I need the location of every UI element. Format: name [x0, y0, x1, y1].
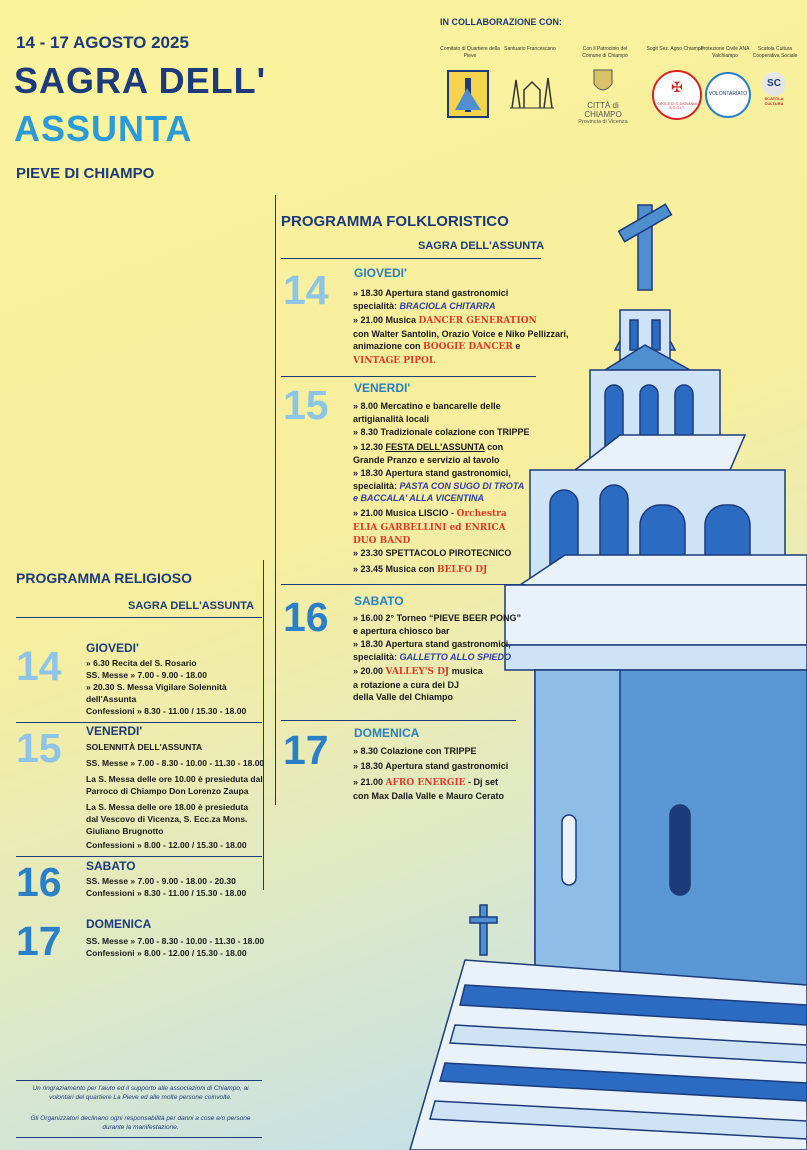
event-highlight: e BACCALA' ALLA VICENTINA: [353, 493, 484, 503]
chiampo-logo-text: CITTÀ di CHIAMPO: [584, 101, 622, 119]
event-text: » 21.00: [353, 777, 386, 787]
event-text: specialità:: [353, 300, 400, 311]
event-text: a rotazione a cura dei DJ: [353, 679, 460, 690]
partner-caption: Con il Patrocinio del Comune di Chiampo: [582, 46, 628, 59]
schedule-line: » 20.30 S. Messa Vigilare Solennità: [86, 682, 227, 692]
event-highlight: PASTA CON SUGO DI TROTA: [399, 480, 525, 491]
schedule-line: SOLENNITÀ DELL'ASSUNTA: [86, 742, 203, 752]
schedule-line: SS. Messe » 7.00 - 8.30 - 10.00 - 11.30 - 18.00: [86, 758, 265, 768]
event-highlight: BELFO DJ: [437, 565, 488, 575]
divider: [16, 856, 262, 857]
folk-16-event-3: [353, 665, 483, 704]
event-highlight: VINTAGE PIPOL: [353, 355, 436, 366]
religious-14-schedule: [86, 657, 246, 717]
event-text: con Max Dalla Valle e Mauro Cerato: [353, 790, 505, 801]
event-text: artigianalità locali: [353, 413, 430, 424]
religious-day-number: 14: [16, 643, 62, 689]
event-text: e: [512, 341, 521, 351]
event-dates: 14 - 17 AGOSTO 2025: [16, 33, 189, 52]
event-text: » 8.30 Tradizionale colazione con TRIPPE: [353, 427, 530, 437]
schedule-line: Parroco di Chiampo Don Lorenzo Zaupa: [86, 786, 249, 796]
event-text: » 18.30 Apertura stand gastronomici,: [353, 639, 511, 649]
event-text: » 12.30: [353, 442, 386, 452]
folk-day-label: VENERDI': [354, 381, 411, 395]
partner-caption: Scatola Cultura Cooperativa Sociale: [752, 46, 798, 59]
folk-16-event-1: [353, 612, 521, 637]
folk-15-event-3: [353, 441, 503, 466]
event-text: » 8.30 Colazione con TRIPPE: [353, 746, 477, 756]
title-line-2: ASSUNTA: [14, 108, 193, 149]
event-text: con: [484, 442, 504, 452]
folk-17-event-3: [353, 776, 504, 802]
schedule-line: dell'Assunta: [86, 694, 137, 704]
religious-program-title: PROGRAMMA RELIGIOSO: [16, 570, 193, 586]
folk-15-event-4: [353, 467, 524, 505]
religious-day-label: DOMENICA: [86, 917, 152, 931]
event-text: » 20.00: [353, 666, 386, 676]
sogit-logo-sub: S.O.G.I.T.: [669, 106, 685, 110]
disclaimer-note: [18, 1114, 263, 1132]
collab-title: IN COLLABORAZIONE CON:: [440, 17, 562, 27]
folk-day-number: 15: [283, 382, 329, 428]
event-highlight: DANCER GENERATION: [418, 316, 537, 326]
religious-day-number: 17: [16, 918, 62, 964]
sogit-logo-text: CROCE DI S. GIOVANNI: [657, 102, 697, 106]
title-line-1: SAGRA DELL': [14, 60, 267, 101]
event-text: » 21.00 Musica: [353, 315, 419, 325]
divider: [16, 1137, 262, 1138]
quartiere-pieve-logo: [447, 70, 489, 118]
chiampo-logo-sub: Provincia di Vicenza: [578, 119, 628, 125]
religious-program-subtitle: SAGRA DELL'ASSUNTA: [128, 600, 255, 612]
sogit-logo: [652, 70, 702, 120]
event-text: » 8.00 Mercatino e bancarelle delle: [353, 401, 501, 411]
schedule-line: SS. Messe » 7.00 - 9.00 - 18.00: [86, 670, 207, 680]
event-text: e apertura chiosco bar: [353, 625, 450, 636]
event-highlight: Orchestra: [456, 509, 507, 519]
folk-15-event-5: [353, 507, 507, 548]
event-text: » 23.30 SPETTACOLO PIROTECNICO: [353, 548, 512, 558]
scatola-logo-text: SCATOLA CULTURA: [764, 96, 784, 106]
santuario-logo: [510, 70, 554, 110]
schedule-line: Confessioni » 8.30 - 11.00 / 15.30 - 18.00: [86, 888, 247, 898]
divider: [281, 376, 536, 377]
folk-day-label: GIOVEDI': [354, 266, 407, 280]
folk-day-label: SABATO: [354, 594, 404, 608]
folk-day-number: 16: [283, 594, 329, 640]
religious-17-schedule: [86, 935, 264, 959]
religious-day-number: 15: [16, 725, 62, 771]
event-text: » 23.45 Musica con: [353, 564, 438, 574]
folk-day-number: 14: [283, 267, 329, 313]
divider: [281, 258, 541, 259]
schedule-line: dal Vescovo di Vicenza, S. Ecc.za Mons.: [86, 814, 248, 824]
event-highlight: FESTA DELL'ASSUNTA: [385, 442, 485, 452]
schedule-line: Confessioni » 8.30 - 11.00 / 15.30 - 18.00: [86, 706, 247, 716]
divider: [16, 1080, 262, 1081]
event-highlight: BOOGIE DANCER: [423, 342, 513, 352]
maltese-cross-icon: ✠: [671, 79, 683, 95]
schedule-line: Confessioni » 8.00 - 12.00 / 15.30 - 18.00: [86, 948, 247, 958]
disclaimer-line: durante la manifestazione.: [102, 1124, 179, 1131]
event-text: » 21.00 Musica LISCIO -: [353, 508, 457, 518]
event-highlight: GALLETTO ALLO SPIEDO: [399, 651, 512, 662]
schedule-line: SS. Messe » 7.00 - 8.30 - 10.00 - 11.30 - 18.00: [86, 936, 265, 946]
volontariato-logo-text: VOLONTARIATO: [708, 91, 748, 97]
event-text: » 18.30 Apertura stand gastronomici: [353, 288, 509, 298]
divider: [16, 722, 262, 723]
partner-caption: Comitato di Quartiere della Pieve: [440, 46, 500, 59]
event-highlight: DUO BAND: [353, 536, 411, 546]
religious-16-schedule: [86, 875, 246, 899]
event-text: con Walter Santolin, Orazio Voice e Niko Pellizzari,: [353, 328, 569, 339]
religious-day-number: 16: [16, 859, 62, 905]
schedule-line: La S. Messa delle ore 18.00 è presieduta: [86, 802, 249, 812]
folk-14-event-1: [353, 287, 508, 312]
thanks-line: volontari del quartiere La Pieve ed alle molte persone coinvolte.: [49, 1094, 232, 1101]
event-highlight: BRACIOLA CHITARRA: [399, 300, 496, 311]
schedule-line: » 6.30 Recita del S. Rosario: [86, 658, 197, 668]
religious-day-label: SABATO: [86, 859, 136, 873]
sc-badge-icon: SC: [762, 72, 786, 96]
thanks-line: Un ringraziamento per l'aiuto ed il supporto alle associazioni di Chiampo, ai: [32, 1085, 249, 1092]
folk-day-number: 17: [283, 727, 329, 773]
schedule-line: Confessioni » 8.00 - 12.00 / 15.30 - 18.00: [86, 840, 247, 850]
partner-caption: Protezione Civile ANA Valchiampo: [700, 46, 750, 59]
folk-program-title: PROGRAMMA FOLKLORISTICO: [281, 213, 509, 230]
divider: [16, 617, 262, 618]
folk-14-event-2: [353, 314, 569, 367]
folk-day-label: DOMENICA: [354, 726, 420, 740]
chiampo-logo: [568, 68, 638, 125]
schedule-line: Giuliano Brugnotto: [86, 826, 164, 836]
divider: [281, 720, 516, 721]
partner-caption: Santuario Francescano: [504, 46, 556, 52]
event-highlight: AFRO ENERGIE: [385, 778, 466, 788]
event-text: della Valle del Chiampo: [353, 692, 454, 702]
event-highlight: ELIA GARBELLINI ed ENRICA: [353, 522, 506, 533]
divider: [281, 584, 526, 585]
folk-16-event-2: [353, 638, 511, 663]
event-text: animazione con: [353, 341, 424, 351]
folk-15-event-7: [353, 563, 487, 577]
event-text: » 18.30 Apertura stand gastronomici,: [353, 468, 511, 478]
scatola-cultura-logo: [760, 72, 788, 106]
coat-of-arms-icon: [592, 68, 614, 96]
event-text: Grande Pranzo e servizio al tavolo: [353, 454, 500, 465]
schedule-line: SS. Messe » 7.00 - 9.00 - 18.00 - 20.30: [86, 876, 236, 886]
event-text: » 18.30 Apertura stand gastronomici: [353, 761, 509, 771]
religious-15-schedule: [86, 741, 264, 851]
event-highlight: VALLEY'S DJ: [385, 667, 450, 677]
folk-program-subtitle: SAGRA DELL'ASSUNTA: [418, 240, 545, 252]
folk-15-events: [353, 400, 501, 425]
event-text: » 16.00 2° Torneo “PIEVE BEER PONG”: [353, 613, 521, 623]
event-text: specialità:: [353, 651, 400, 662]
event-text: - Dj set: [465, 777, 499, 787]
volontariato-logo: [705, 72, 751, 118]
religious-day-label: GIOVEDI': [86, 641, 139, 655]
event-text: specialità:: [353, 480, 400, 491]
religious-day-label: VENERDI': [86, 724, 143, 738]
event-text: musica: [449, 666, 483, 676]
event-place: PIEVE DI CHIAMPO: [16, 165, 155, 182]
partner-caption: Sogit Sez. Agno Chiampo: [646, 46, 704, 52]
vertical-divider: [275, 195, 276, 805]
schedule-line: La S. Messa delle ore 10.00 è presieduta dal: [86, 774, 263, 784]
disclaimer-line: Gli Organizzatori declinano ogni responsabilità per danni a cose e/o persone: [30, 1115, 251, 1122]
thanks-note: [18, 1084, 263, 1102]
